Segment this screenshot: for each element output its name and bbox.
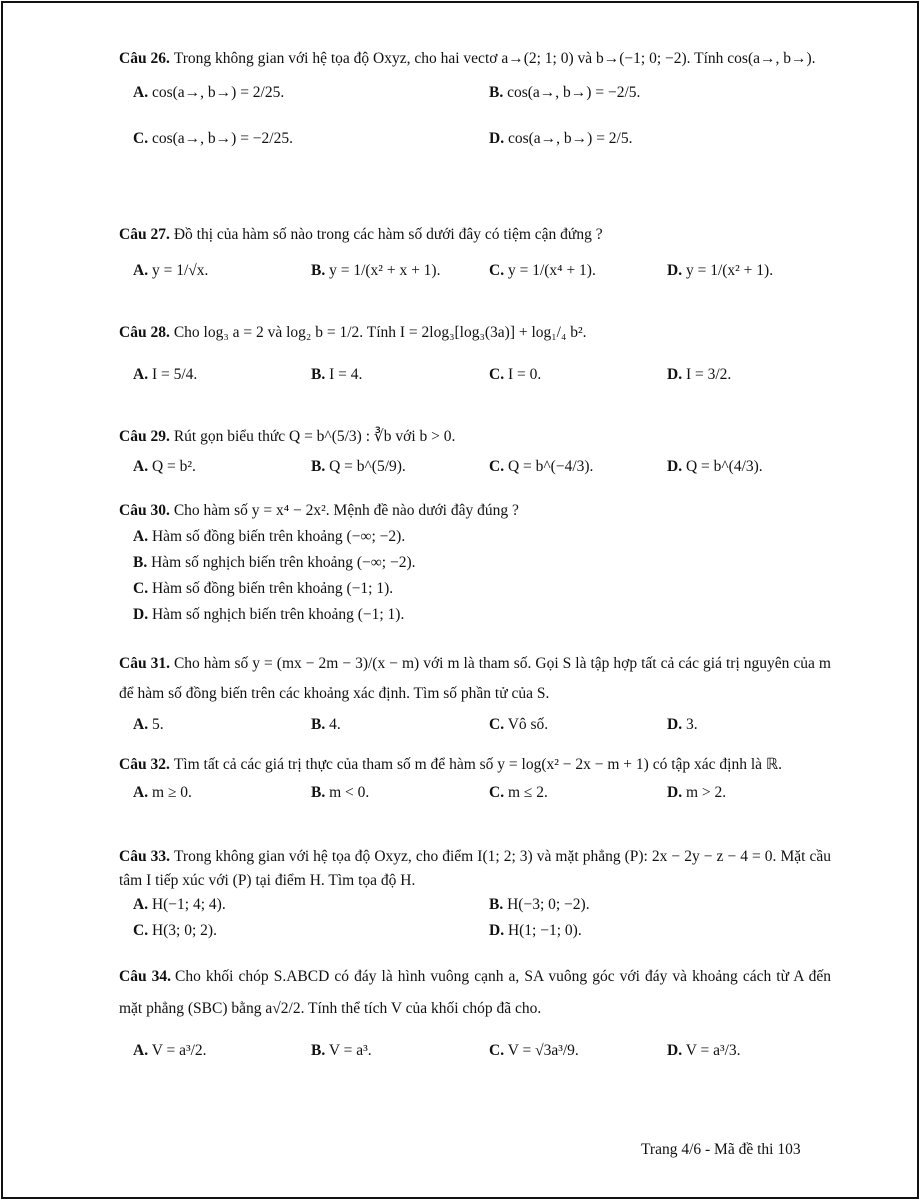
option-a[interactable]: A. m ≥ 0.: [133, 784, 192, 801]
question-number: Câu 30.: [119, 502, 170, 519]
question-number: Câu 28.: [119, 324, 170, 341]
option-d[interactable]: D. y = 1/(x² + 1).: [667, 262, 774, 279]
question-number: Câu 32.: [119, 756, 170, 773]
option-c[interactable]: C. y = 1/(x⁴ + 1).: [489, 262, 596, 279]
question-33: [119, 845, 831, 945]
question-26: [119, 47, 831, 153]
option-a[interactable]: A. Q = b².: [133, 458, 196, 475]
option-a[interactable]: A. cos(a→, b→) = 2/25.: [133, 84, 285, 101]
option-c[interactable]: C. Hàm số đồng biến trên khoảng (−1; 1).: [133, 580, 394, 597]
question-27: [119, 223, 831, 285]
option-c[interactable]: C. I = 0.: [489, 366, 542, 383]
option-b[interactable]: B. I = 4.: [311, 366, 363, 383]
option-b[interactable]: B. Hàm số nghịch biến trên khoảng (−∞; −2).: [133, 554, 416, 571]
option-c[interactable]: C. cos(a→, b→) = −2/25.: [133, 130, 293, 147]
question-number: Câu 34.: [119, 968, 172, 985]
question-stem: Rút gọn biểu thức Q = b^(5/3) : ∛b với b > 0.: [173, 428, 456, 445]
option-c[interactable]: C. H(3; 0; 2).: [133, 922, 217, 939]
option-b[interactable]: B. 4.: [311, 716, 341, 733]
option-a[interactable]: A. I = 5/4.: [133, 366, 198, 383]
options-row: [119, 259, 831, 285]
options-row-1: [119, 893, 831, 919]
option-a[interactable]: A. Hàm số đồng biến trên khoảng (−∞; −2).: [133, 528, 406, 545]
option-b[interactable]: B. y = 1/(x² + x + 1).: [311, 262, 441, 279]
question-32: [119, 753, 831, 807]
option-b[interactable]: B. m < 0.: [311, 784, 370, 801]
option-b[interactable]: B. V = a³.: [311, 1042, 372, 1059]
options-row: [119, 713, 831, 739]
question-29: [119, 425, 831, 481]
options-row-2: [119, 919, 831, 945]
option-c[interactable]: C. m ≤ 2.: [489, 784, 548, 801]
options-row-2: [119, 127, 831, 153]
question-34: [119, 961, 831, 1065]
question-stem: Trong không gian với hệ tọa độ Oxyz, cho điểm I(1; 2; 3) và mặt phẳng (P): 2x − 2y − z − 4 = 0. Mặt cầu tâm I tiếp xúc với (P) tại điểm H. Tìm tọa độ H.: [119, 848, 831, 889]
options-row: [119, 363, 831, 389]
option-d[interactable]: D. H(1; −1; 0).: [489, 922, 582, 939]
question-stem: Trong không gian với hệ tọa độ Oxyz, cho hai vectơ a→(2; 1; 0) và b→(−1; 0; −2). Tính cos(a→, b→).: [173, 50, 816, 67]
option-d[interactable]: D. 3.: [667, 716, 698, 733]
option-a[interactable]: A. V = a³/2.: [133, 1042, 207, 1059]
options-row: [119, 1039, 831, 1065]
option-b[interactable]: B. H(−3; 0; −2).: [489, 896, 590, 913]
question-stem: Cho log₃ a = 2 và log₂ b = 1/2. Tính I = 2log₃[log₃(3a)] + log₁/₄ b².: [173, 324, 587, 341]
question-stem: Đồ thị của hàm số nào trong các hàm số dưới đây có tiệm cận đứng ?: [173, 226, 603, 243]
question-30: [119, 499, 831, 627]
question-stem: Cho hàm số y = x⁴ − 2x². Mệnh đề nào dưới đây đúng ?: [173, 502, 519, 519]
option-d[interactable]: D. Q = b^(4/3).: [667, 458, 763, 475]
option-c[interactable]: C. Q = b^(−4/3).: [489, 458, 594, 475]
question-stem: Cho khối chóp S.ABCD có đáy là hình vuông cạnh a, SA vuông góc với đáy và khoảng cách từ A đến mặt phẳng (SBC) bằng a√2/2. Tính thể tích V của khối chóp đã cho.: [119, 968, 831, 1017]
exam-page: [1, 1, 919, 1199]
option-a[interactable]: A. 5.: [133, 716, 164, 733]
question-31: [119, 649, 831, 739]
page-footer: Trang 4/6 - Mã đề thi 103: [641, 1141, 801, 1158]
option-a[interactable]: A. H(−1; 4; 4).: [133, 896, 226, 913]
options-row-1: [119, 81, 831, 107]
options-row: [119, 455, 831, 481]
option-d[interactable]: D. V = a³/3.: [667, 1042, 741, 1059]
question-number: Câu 27.: [119, 226, 170, 243]
question-number: Câu 33.: [119, 848, 170, 865]
option-c[interactable]: C. V = √3a³/9.: [489, 1042, 579, 1059]
option-d[interactable]: D. m > 2.: [667, 784, 727, 801]
question-number: Câu 26.: [119, 50, 170, 67]
question-stem: Cho hàm số y = (mx − 2m − 3)/(x − m) với m là tham số. Gọi S là tập hợp tất cả các giá trị nguyên của m để hàm số đồng biến trên các khoảng xác định. Tìm số phần tử của S.: [119, 655, 831, 702]
question-28: [119, 321, 831, 389]
option-d[interactable]: D. cos(a→, b→) = 2/5.: [489, 130, 633, 147]
option-d[interactable]: D. I = 3/2.: [667, 366, 732, 383]
option-c[interactable]: C. Vô số.: [489, 716, 549, 733]
question-number: Câu 31.: [119, 655, 170, 672]
option-d[interactable]: D. Hàm số nghịch biến trên khoảng (−1; 1).: [133, 606, 405, 623]
question-stem: Tìm tất cả các giá trị thực của tham số m để hàm số y = log(x² − 2x − m + 1) có tập xác định là ℝ.: [173, 756, 783, 773]
option-b[interactable]: B. cos(a→, b→) = −2/5.: [489, 84, 641, 101]
question-number: Câu 29.: [119, 428, 170, 445]
options-row: [119, 781, 831, 807]
option-a[interactable]: A. y = 1/√x.: [133, 262, 209, 279]
option-b[interactable]: B. Q = b^(5/9).: [311, 458, 406, 475]
